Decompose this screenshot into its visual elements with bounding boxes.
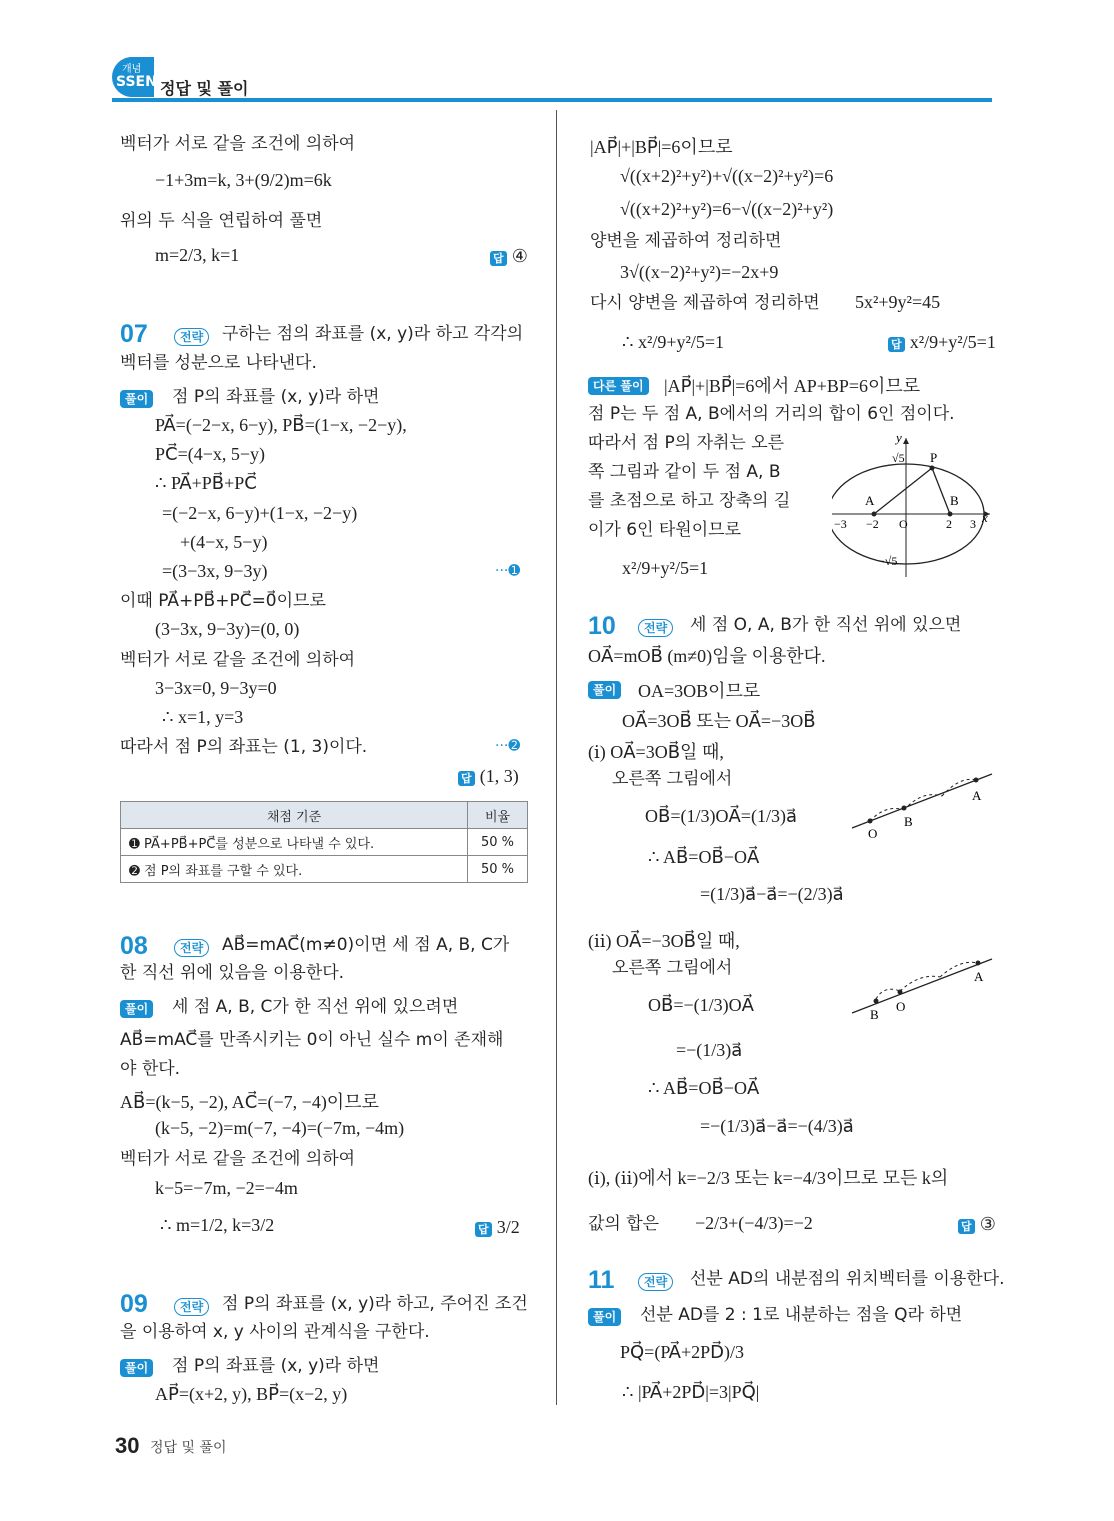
math-line: =−(1/3)a⃗−a⃗=−(4/3)a⃗: [700, 1116, 854, 1136]
math-line: OB⃗=−(1/3)OA⃗: [648, 995, 754, 1015]
strategy-tag: [174, 326, 209, 346]
tick-label: −√5: [878, 554, 898, 568]
header-title: 정답 및 풀이: [160, 79, 249, 98]
strategy-text: 선분 AD의 내분점의 위치벡터를 이용한다.: [690, 1269, 1005, 1289]
answer-value: x²/9+y²/5=1: [909, 332, 996, 352]
math-line: PA⃗=(−2−x, 6−y), PB⃗=(1−x, −2−y),: [155, 415, 407, 435]
point-label: A: [974, 969, 984, 984]
math-line: ∴ AB⃗=OB⃗−OA⃗: [648, 847, 760, 867]
math-line: =(−2−x, 6−y)+(1−x, −2−y): [162, 503, 358, 523]
answer-label: 답: [958, 1219, 975, 1234]
table-cell: ➊ PA⃗+PB⃗+PC⃗를 성분으로 나타낼 수 있다.: [121, 829, 468, 856]
problem-number: 09: [120, 1290, 148, 1318]
math-line: AP⃗=(x+2, y), BP⃗=(x−2, y): [155, 1384, 348, 1404]
math-line: (ⅰ) OA⃗=3OB⃗일 때,: [588, 742, 724, 762]
math-line: |AP⃗|+|BP⃗|=6에서 AP+BP=6이므로: [664, 376, 921, 396]
answer: [888, 332, 996, 353]
footer-title: 정답 및 풀이: [150, 1440, 227, 1456]
solution-badge: [120, 388, 153, 408]
tick-label: √5: [892, 451, 905, 465]
strategy-tag: [638, 1271, 673, 1291]
solution-line: 야 한다.: [120, 1059, 181, 1079]
answer-label: 답: [490, 251, 507, 266]
solution-label: 풀이: [120, 1359, 153, 1377]
solution-label: 풀이: [588, 1308, 621, 1326]
math-line: (ⅰ), (ⅱ)에서 k=−2/3 또는 k=−4/3이므로 모든 k의: [588, 1168, 949, 1188]
tick-label: −3: [834, 517, 847, 531]
text-line: 위의 두 식을 연립하여 풀면: [120, 211, 323, 231]
math-line: AB⃗=(k−5, −2), AC⃗=(−7, −4)이므로: [120, 1092, 379, 1112]
solution-line: 벡터가 서로 같을 조건에 의하여: [120, 650, 356, 670]
math-line: ∴ m=1/2, k=3/2: [160, 1215, 275, 1235]
solution-line: AB⃗=mAC⃗를 만족시키는 0이 아닌 실수 m이 존재해: [120, 1030, 504, 1050]
logo-bottom: SSEN: [116, 74, 157, 90]
solution-badge: [120, 1357, 153, 1377]
math-line: |AP⃗|+|BP⃗|=6이므로: [590, 137, 733, 157]
math-line: (ⅱ) OA⃗=−3OB⃗일 때,: [588, 931, 740, 951]
text-line: 오른쪽 그림에서: [612, 958, 733, 978]
solution-label: 풀이: [120, 1000, 153, 1018]
strategy-tag: [638, 617, 673, 637]
strategy-label: 전략: [638, 619, 673, 637]
problem-number: 08: [120, 932, 148, 960]
strategy-label: 전략: [174, 328, 209, 346]
solution-label: 풀이: [588, 681, 621, 699]
math-line: (3−3x, 9−3y)=(0, 0): [155, 619, 300, 639]
solution-badge: [120, 998, 153, 1018]
table-cell: 50 %: [468, 829, 528, 856]
strategy-label: 전략: [638, 1273, 673, 1291]
solution-line: 세 점 A, B, C가 한 직선 위에 있으려면: [172, 997, 459, 1017]
axis-y-label: y: [896, 432, 902, 445]
point-label: A: [972, 788, 982, 803]
math-line: √((x+2)²+y²)=6−√((x−2)²+y²): [620, 199, 834, 219]
math-line: 5x²+9y²=45: [855, 292, 941, 312]
math-line: ∴ AB⃗=OB⃗−OA⃗: [648, 1078, 760, 1098]
math-line: OA⃗=3OB⃗ 또는 OA⃗=−3OB⃗: [622, 711, 816, 731]
answer-value: (1, 3): [479, 766, 519, 786]
step-marker: ···➋: [495, 738, 521, 754]
table-cell: ➋ 점 P의 좌표를 구할 수 있다.: [121, 856, 468, 883]
math-line: OA=3OB이므로: [638, 681, 761, 701]
alt-solution-badge: [588, 375, 649, 395]
answer: [458, 766, 519, 787]
strategy-text: 한 직선 위에 있음을 이용한다.: [120, 963, 345, 983]
answer-label: 답: [458, 771, 475, 786]
solution-line: 선분 AD를 2 : 1로 내분하는 점을 Q라 하면: [640, 1305, 963, 1325]
math-line: =(3−3x, 9−3y): [162, 561, 268, 581]
axis-x-label: x: [982, 510, 988, 525]
text-line: 따라서 점 P의 자취는 오른: [588, 433, 785, 453]
header-rule: [112, 98, 992, 102]
math-line: =−(1/3)a⃗: [676, 1040, 743, 1060]
problem-number: 07: [120, 320, 148, 348]
origin-label: O: [899, 517, 908, 531]
answer-value: 3/2: [496, 1217, 520, 1237]
text-line: 다시 양변을 제곱하여 정리하면: [590, 293, 820, 313]
answer: [490, 246, 528, 267]
logo-top: 개념: [122, 64, 142, 75]
step-marker: ···➊: [495, 563, 521, 579]
tick-label: −2: [866, 517, 879, 531]
math-line: k−5=−7m, −2=−4m: [155, 1178, 298, 1198]
point-label: A: [865, 493, 875, 508]
answer: [475, 1217, 520, 1238]
answer: [958, 1214, 996, 1235]
text-line: 이가 6인 타원이므로: [588, 520, 741, 540]
column-divider: [556, 110, 557, 1405]
math-line: −1+3m=k, 3+(9/2)m=6k: [155, 170, 332, 190]
math-line: −2/3+(−4/3)=−2: [695, 1213, 813, 1233]
answer-label: 답: [475, 1222, 492, 1237]
line-figure-2: [848, 955, 994, 1027]
text-line: 를 초점으로 하고 장축의 길: [588, 491, 791, 511]
problem-number: 11: [588, 1266, 615, 1294]
text-line: 벡터가 서로 같을 조건에 의하여: [120, 134, 356, 154]
point-label: O: [868, 826, 878, 841]
answer-value: ④: [511, 246, 528, 266]
answer-label: 답: [888, 337, 905, 352]
strategy-tag: [174, 937, 209, 957]
solution-line: 벡터가 서로 같을 조건에 의하여: [120, 1149, 356, 1169]
point-label: B: [950, 493, 959, 508]
solution-line: 점 P의 좌표를 (x, y)라 하면: [172, 387, 380, 407]
table-header: 채점 기준: [121, 802, 468, 829]
math-line: √((x+2)²+y²)+√((x−2)²+y²)=6: [620, 166, 834, 186]
math-line: PQ⃗=(PA⃗+2PD⃗)/3: [620, 1342, 745, 1362]
table-header: 비율: [468, 802, 528, 829]
point-label: B: [904, 814, 913, 829]
math-line: (k−5, −2)=m(−7, −4)=(−7m, −4m): [155, 1118, 405, 1138]
strategy-tag: [174, 1296, 209, 1316]
math-line: +(4−x, 5−y): [180, 532, 268, 552]
strategy-text: AB⃗=mAC⃗(m≠0)이면 세 점 A, B, C가: [222, 935, 510, 955]
table-row: [121, 856, 528, 883]
solution-line: 이때 PA⃗+PB⃗+PC⃗=0⃗이므로: [120, 591, 326, 611]
strategy-text: 세 점 O, A, B가 한 직선 위에 있으면: [690, 615, 962, 635]
math-line: PC⃗=(4−x, 5−y): [155, 444, 266, 464]
text-line: 양변을 제곱하여 정리하면: [590, 231, 782, 251]
strategy-text: 점 P의 좌표를 (x, y)라 하고, 주어진 조건: [222, 1294, 528, 1314]
math-line: ∴ |PA⃗+2PD⃗|=3|PQ⃗|: [622, 1382, 760, 1402]
problem-number: 10: [588, 612, 616, 640]
math-line: ∴ PA⃗+PB⃗+PC⃗: [155, 473, 257, 493]
math-line: ∴ x²/9+y²/5=1: [622, 332, 725, 352]
strategy-text: 벡터를 성분으로 나타낸다.: [120, 353, 317, 373]
strategy-text: 을 이용하여 x, y 사이의 관계식을 구한다.: [120, 1322, 430, 1342]
tick-label: 2: [946, 517, 952, 531]
math-line: x²/9+y²/5=1: [622, 558, 709, 578]
answer-value: ③: [979, 1214, 996, 1234]
alt-solution-label: 다른 풀이: [588, 377, 649, 395]
math-line: 3√((x−2)²+y²)=−2x+9: [620, 262, 779, 282]
math-line: OB⃗=(1/3)OA⃗=(1/3)a⃗: [645, 806, 797, 826]
math-line: m=2/3, k=1: [155, 245, 240, 265]
text-line: 값의 합은: [588, 1214, 660, 1234]
solution-line: 따라서 점 P의 좌표는 (1, 3)이다.: [120, 737, 368, 757]
text-line: 점 P는 두 점 A, B에서의 거리의 합이 6인 점이다.: [588, 404, 955, 424]
table-row: [121, 829, 528, 856]
solution-badge: [588, 1306, 621, 1326]
point-label: O: [896, 999, 906, 1014]
solution-label: 풀이: [120, 390, 153, 408]
table-cell: 50 %: [468, 856, 528, 883]
strategy-text: OA⃗=mOB⃗ (m≠0)임을 이용한다.: [588, 646, 826, 666]
strategy-label: 전략: [174, 1298, 209, 1316]
math-line: ∴ x=1, y=3: [162, 707, 244, 727]
line-figure-1: [848, 770, 994, 842]
math-line: =(1/3)a⃗−a⃗=−(2/3)a⃗: [700, 884, 844, 904]
point-label: B: [870, 1007, 879, 1022]
text-line: 쪽 그림과 같이 두 점 A, B: [588, 462, 781, 482]
point-label: P: [930, 450, 938, 465]
solution-badge: [588, 679, 621, 699]
text-line: 오른쪽 그림에서: [612, 769, 733, 789]
strategy-label: 전략: [174, 939, 209, 957]
page-number: 30: [115, 1433, 140, 1458]
strategy-text: 구하는 점의 좌표를 (x, y)라 하고 각각의: [222, 324, 524, 344]
ellipse-figure: [832, 432, 994, 580]
math-line: 3−3x=0, 9−3y=0: [155, 678, 277, 698]
solution-line: 점 P의 좌표를 (x, y)라 하면: [172, 1356, 380, 1376]
tick-label: 3: [970, 517, 976, 531]
grading-table: [120, 801, 528, 883]
